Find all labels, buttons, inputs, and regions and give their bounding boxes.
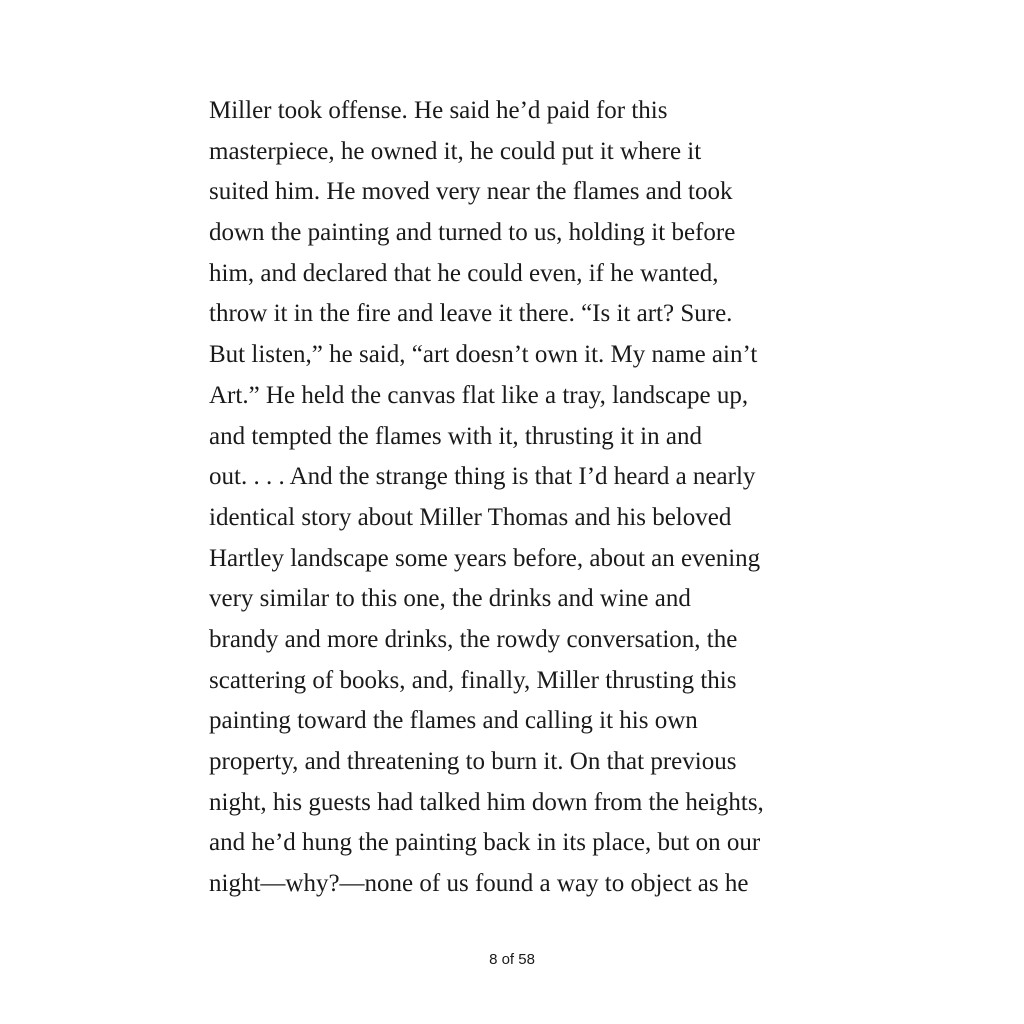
- text-line: out. . . . And the strange thing is that I’d heard a nearly: [209, 463, 756, 491]
- text-line: suited him. He moved very near the flames and took: [209, 178, 733, 206]
- text-line: very similar to this one, the drinks and wine and: [209, 585, 691, 613]
- text-line: Hartley landscape some years before, about an evening: [209, 544, 761, 572]
- text-line: and he’d hung the painting back in its place, but on our: [209, 829, 761, 857]
- text-line: But listen,” he said, “art doesn’t own it. My name ain’t: [209, 341, 758, 369]
- text-line: masterpiece, he owned it, he could put it where it: [209, 137, 702, 165]
- text-line: property, and threatening to burn it. On that previous: [209, 748, 737, 775]
- text-line: identical story about Miller Thomas and his beloved: [209, 503, 732, 531]
- text-line: brandy and more drinks, the rowdy conversation, the: [209, 625, 738, 653]
- text-line: night—why?—none of us found a way to object as he: [209, 870, 749, 898]
- text-line: Miller took offense. He said he’d paid for this: [209, 97, 668, 124]
- text-line: night, his guests had talked him down from the heights,: [209, 788, 764, 816]
- text-line: and tempted the flames with it, thrusting it in and: [209, 422, 702, 450]
- text-line: him, and declared that he could even, if he wanted,: [209, 259, 719, 287]
- text-line: down the painting and turned to us, holding it before: [209, 219, 736, 247]
- text-line: painting toward the flames and calling it his own: [209, 707, 698, 735]
- page-indicator: 8 of 58: [489, 951, 535, 968]
- text-line: Art.” He held the canvas flat like a tray, landscape up,: [209, 381, 749, 409]
- page-text: [209, 91, 829, 905]
- text-line: scattering of books, and, finally, Miller thrusting this: [209, 666, 737, 694]
- text-line: throw it in the fire and leave it there. “Is it art? Sure.: [209, 300, 733, 328]
